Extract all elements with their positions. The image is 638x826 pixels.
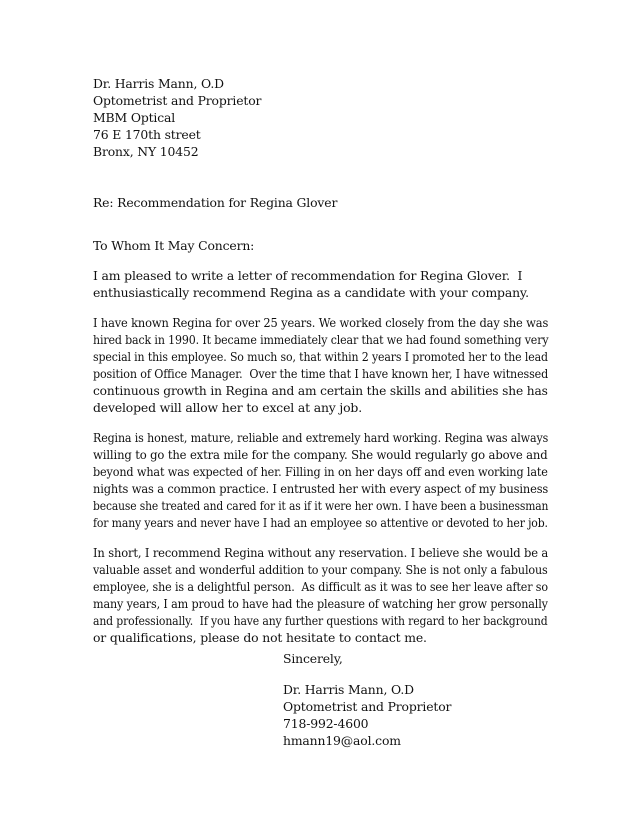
paragraph-line: employee, she is a delightful person. As difficult as it was to see her leave after so — [93, 579, 548, 594]
paragraph-line: and professionally. If you have any further questions with regard to her background — [93, 613, 548, 628]
paragraph-line: hired back in 1990. It became immediately clear that we had found something very — [93, 332, 549, 347]
paragraph-line: special in this employee. So much so, that within 2 years I promoted her to the lead — [93, 349, 548, 364]
paragraph-line: nights was a common practice. I entrusted her with every aspect of my business — [93, 481, 549, 496]
paragraph-line: I have known Regina for over 25 years. We worked closely from the day she was — [93, 315, 549, 330]
paragraph-line: developed will allow her to excel at any job. — [93, 400, 362, 415]
salutation: To Whom It May Concern: — [93, 238, 255, 253]
paragraph-line: valuable asset and wonderful addition to your company. She is not only a fabulous — [93, 562, 548, 577]
paragraph-line: for many years and never have I had an employee so attentive or devoted to her job. — [93, 515, 548, 530]
paragraph-line: Regina is honest, mature, reliable and extremely hard working. Regina was always — [93, 430, 549, 445]
paragraph-line: many years, I am proud to have had the pleasure of watching her grow personally — [93, 596, 548, 611]
subject-line: Re: Recommendation for Regina Glover — [93, 195, 338, 210]
closing-name: Dr. Harris Mann, O.D — [283, 682, 414, 697]
sender-title: Optometrist and Proprietor — [93, 93, 262, 108]
valediction: Sincerely, — [283, 651, 343, 666]
paragraph-line: continuous growth in Regina and am certain the skills and abilities she has — [93, 383, 548, 398]
sender-name: Dr. Harris Mann, O.D — [93, 76, 224, 91]
paragraph-line: enthusiastically recommend Regina as a candidate with your company. — [93, 285, 529, 300]
sender-company: MBM Optical — [93, 110, 176, 125]
paragraph-line: or qualifications, please do not hesitate to contact me. — [93, 630, 427, 645]
sender-street: 76 E 170th street — [93, 127, 201, 142]
closing-phone: 718-992-4600 — [283, 716, 369, 731]
paragraph-line: In short, I recommend Regina without any reservation. I believe she would be a — [93, 545, 549, 560]
sender-city: Bronx, NY 10452 — [93, 144, 199, 159]
paragraph-line: beyond what was expected of her. Filling in on her days off and even working late — [93, 464, 548, 479]
closing-title: Optometrist and Proprietor — [283, 699, 452, 714]
paragraph-line: position of Office Manager. Over the time that I have known her, I have witnessed — [93, 366, 549, 381]
paragraph-line: I am pleased to write a letter of recommendation for Regina Glover. I — [93, 268, 523, 283]
paragraph-line: willing to go the extra mile for the company. She would regularly go above and — [93, 447, 548, 462]
closing-email: hmann19@aol.com — [283, 733, 401, 748]
paragraph-line: because she treated and cared for it as if it were her own. I have been a businessman — [93, 498, 549, 513]
